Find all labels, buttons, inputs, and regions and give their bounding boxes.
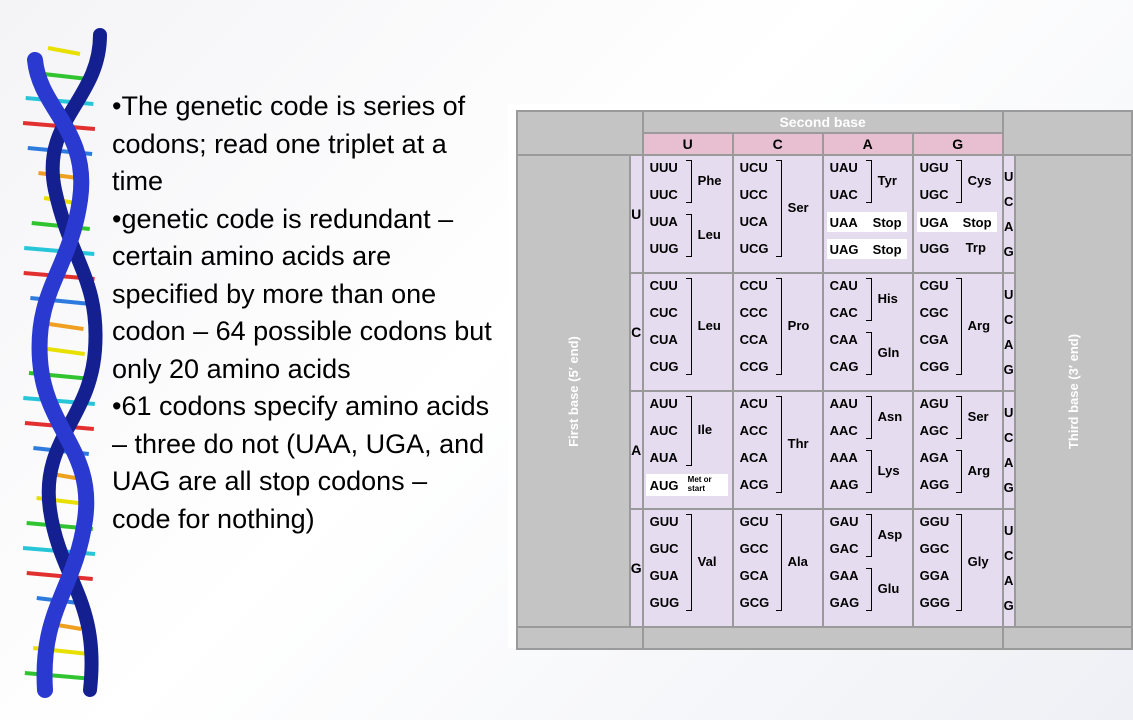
codon-label: CUC bbox=[649, 305, 678, 320]
codon-label: CCG bbox=[739, 359, 769, 374]
codon-cell-uu bbox=[643, 155, 733, 273]
codon-cell-cu bbox=[643, 273, 733, 391]
codon-label: UUA bbox=[649, 214, 678, 229]
codon-bracket bbox=[686, 396, 692, 466]
codon-label: CGC bbox=[919, 305, 949, 320]
helix-rung bbox=[27, 573, 93, 579]
codon-label: UCA bbox=[739, 214, 768, 229]
third-base-g: G bbox=[1003, 480, 1014, 495]
codon-label: CUU bbox=[649, 278, 678, 293]
codon-cell-au bbox=[643, 391, 733, 509]
codon-label: UAU bbox=[829, 160, 858, 175]
table-footer-left bbox=[517, 627, 643, 649]
codon-bracket bbox=[776, 396, 782, 493]
third-base-c: C bbox=[1004, 312, 1014, 327]
amino-acid-gly: Gly bbox=[967, 553, 989, 569]
codon-bracket bbox=[866, 514, 872, 557]
codon-label: AGA bbox=[919, 450, 949, 465]
codon-bracket bbox=[956, 450, 962, 493]
stop-codon-box bbox=[827, 212, 907, 232]
stop-codon-box bbox=[827, 239, 907, 259]
third-base-a: A bbox=[1004, 219, 1014, 234]
codon-bracket bbox=[866, 332, 872, 375]
helix-rung bbox=[48, 48, 80, 54]
codon-label: CAG bbox=[829, 359, 859, 374]
codon-label: AUA bbox=[649, 450, 678, 465]
met-label-line1: Met or bbox=[687, 475, 712, 484]
amino-acid-asp: Asp bbox=[877, 526, 903, 542]
codon-cell-gc bbox=[733, 509, 823, 627]
amino-acid-arg: Arg bbox=[967, 317, 991, 333]
codon-bracket bbox=[956, 514, 962, 611]
table-corner bbox=[517, 111, 643, 155]
codon-label: AUG bbox=[649, 478, 679, 493]
codon-label: UGA bbox=[919, 215, 949, 230]
codon-cell-ug bbox=[913, 155, 1003, 273]
codon-label: UGG bbox=[919, 241, 950, 256]
third-base-g: G bbox=[1003, 244, 1014, 259]
codon-label: GGA bbox=[919, 568, 950, 583]
amino-acid-leu: Leu bbox=[697, 226, 721, 242]
codon-label: AAC bbox=[829, 423, 858, 438]
first-base-u: U bbox=[630, 155, 643, 273]
first-base-g: G bbox=[630, 509, 643, 627]
met-start-label bbox=[688, 475, 712, 493]
codon-cell-cc bbox=[733, 273, 823, 391]
first-base-label bbox=[517, 155, 630, 627]
codon-cell-gg bbox=[913, 509, 1003, 627]
amino-acid-pro: Pro bbox=[787, 317, 810, 333]
codon-label: UAA bbox=[829, 215, 858, 230]
met-label-line2: start bbox=[687, 484, 705, 493]
table-footer bbox=[643, 627, 1003, 649]
codon-label: CCA bbox=[739, 332, 768, 347]
codon-bracket bbox=[776, 278, 782, 375]
codon-label: CAC bbox=[829, 305, 858, 320]
codon-cell-cg bbox=[913, 273, 1003, 391]
amino-acid-trp: Trp bbox=[965, 240, 986, 255]
amino-acid-asn: Asn bbox=[877, 408, 903, 424]
codon-label: GAG bbox=[829, 595, 860, 610]
codon-label: GGU bbox=[919, 514, 950, 529]
codon-label: AAG bbox=[829, 477, 859, 492]
bullet-codons-triplet: •The genetic code is series of codons; read one triplet at a time bbox=[112, 91, 466, 196]
codon-label: AUC bbox=[649, 423, 678, 438]
codon-label: GAA bbox=[829, 568, 859, 583]
codon-label: UAC bbox=[829, 187, 858, 202]
codon-label: GUA bbox=[649, 568, 679, 583]
bullet-code-redundant: •genetic code is redundant – certain amino acids are specified by more than one codon – 64 possible codons but only 20 amino acids bbox=[112, 203, 492, 384]
amino-acid-ser: Ser bbox=[787, 199, 809, 215]
codon-cell-ca bbox=[823, 273, 913, 391]
amino-acid-gln: Gln bbox=[877, 344, 900, 360]
third-base-c: C bbox=[1004, 548, 1014, 563]
codon-label: CUA bbox=[649, 332, 678, 347]
amino-acid-ala: Ala bbox=[787, 553, 808, 569]
codon-label: GUG bbox=[649, 595, 680, 610]
start-codon-box bbox=[646, 474, 728, 496]
third-base-u: U bbox=[1004, 287, 1014, 302]
third-base-label bbox=[1015, 155, 1132, 627]
second-base-g: G bbox=[913, 133, 1003, 155]
codon-label: AGC bbox=[919, 423, 949, 438]
third-base-u: U bbox=[1004, 169, 1014, 184]
codon-label: CGG bbox=[919, 359, 950, 374]
stop-label: Stop bbox=[872, 242, 902, 257]
amino-acid-tyr: Tyr bbox=[877, 172, 897, 188]
codon-cell-uc bbox=[733, 155, 823, 273]
codon-label: AAA bbox=[829, 450, 858, 465]
stop-label: Stop bbox=[872, 215, 902, 230]
table-corner-right bbox=[1003, 111, 1132, 155]
bullet-stop-codons: •61 codons specify amino acids – three do not (UAA, UGA, and UAG are all stop codons – code for nothing) bbox=[112, 391, 490, 534]
bullet-list bbox=[112, 88, 492, 538]
amino-acid-glu: Glu bbox=[877, 580, 900, 596]
third-base-c: C bbox=[1004, 430, 1014, 445]
codon-bracket bbox=[686, 214, 692, 257]
codon-label: ACG bbox=[739, 477, 769, 492]
codon-cell-gu bbox=[643, 509, 733, 627]
codon-bracket bbox=[776, 514, 782, 611]
codon-bracket bbox=[776, 160, 782, 257]
codon-cell-ac bbox=[733, 391, 823, 509]
codon-bracket bbox=[686, 514, 692, 611]
third-base-a: A bbox=[1004, 455, 1014, 470]
codon-bracket bbox=[686, 160, 692, 203]
codon-bracket bbox=[866, 568, 872, 611]
third-base-a: A bbox=[1004, 337, 1014, 352]
codon-label: GCU bbox=[739, 514, 769, 529]
codon-label: GGC bbox=[919, 541, 950, 556]
second-base-a: A bbox=[823, 133, 913, 155]
codon-label: ACC bbox=[739, 423, 768, 438]
second-base-header: Second base bbox=[643, 111, 1003, 133]
codon-cell-ua bbox=[823, 155, 913, 273]
third-base-label-text: Third base (3′ end) bbox=[1065, 333, 1081, 449]
codon-bracket bbox=[866, 278, 872, 321]
second-base-c: C bbox=[733, 133, 823, 155]
amino-acid-phe: Phe bbox=[697, 172, 722, 188]
third-base-column bbox=[1003, 391, 1015, 509]
codon-label: AUU bbox=[649, 396, 678, 411]
stop-label: Stop bbox=[962, 215, 992, 230]
codon-bracket bbox=[956, 160, 962, 203]
codon-label: CGU bbox=[919, 278, 949, 293]
helix-rung bbox=[25, 673, 94, 679]
codon-label: UGU bbox=[919, 160, 949, 175]
codon-bracket bbox=[686, 278, 692, 375]
codon-label: CCU bbox=[739, 278, 768, 293]
dna-helix-image bbox=[0, 0, 110, 720]
second-base-u: U bbox=[643, 133, 733, 155]
codon-label: ACA bbox=[739, 450, 768, 465]
codon-label: AGG bbox=[919, 477, 950, 492]
codon-table-figure bbox=[508, 104, 1081, 648]
codon-bracket bbox=[866, 160, 872, 203]
codon-label: GUU bbox=[649, 514, 679, 529]
codon-cell-ag bbox=[913, 391, 1003, 509]
codon-label: CUG bbox=[649, 359, 679, 374]
codon-label: AGU bbox=[919, 396, 949, 411]
codon-cell-ga bbox=[823, 509, 913, 627]
codon-label: GAC bbox=[829, 541, 859, 556]
amino-acid-arg: Arg bbox=[967, 462, 991, 478]
codon-bracket bbox=[956, 278, 962, 375]
third-base-g: G bbox=[1003, 362, 1014, 377]
codon-label: GGG bbox=[919, 595, 950, 610]
codon-bracket bbox=[866, 396, 872, 439]
third-base-u: U bbox=[1004, 523, 1014, 538]
codon-label: GCG bbox=[739, 595, 770, 610]
codon-label: GAU bbox=[829, 514, 859, 529]
table-footer-right bbox=[1003, 627, 1132, 649]
first-base-a: A bbox=[630, 391, 643, 509]
amino-acid-lys: Lys bbox=[877, 462, 900, 478]
amino-acid-cys: Cys bbox=[967, 172, 992, 188]
codon-label: CGA bbox=[919, 332, 949, 347]
codon-table bbox=[516, 110, 1133, 650]
first-base-c: C bbox=[630, 273, 643, 391]
third-base-column bbox=[1003, 509, 1015, 627]
codon-label: CAA bbox=[829, 332, 858, 347]
first-base-label-text: First base (5′ end) bbox=[565, 335, 581, 447]
third-base-g: G bbox=[1003, 598, 1014, 613]
codon-label: UGC bbox=[919, 187, 949, 202]
third-base-u: U bbox=[1004, 405, 1014, 420]
codon-label: UUG bbox=[649, 241, 679, 256]
amino-acid-val: Val bbox=[697, 553, 717, 569]
codon-label: UCU bbox=[739, 160, 768, 175]
codon-label: CAU bbox=[829, 278, 858, 293]
codon-label: UUC bbox=[649, 187, 678, 202]
codon-label: GCA bbox=[739, 568, 769, 583]
amino-acid-thr: Thr bbox=[787, 435, 809, 451]
codon-bracket bbox=[956, 396, 962, 439]
amino-acid-his: His bbox=[877, 290, 898, 306]
stop-codon-box bbox=[917, 212, 997, 232]
third-base-column bbox=[1003, 273, 1015, 391]
codon-label: GCC bbox=[739, 541, 769, 556]
third-base-column bbox=[1003, 155, 1015, 273]
amino-acid-ser: Ser bbox=[967, 408, 989, 424]
amino-acid-leu: Leu bbox=[697, 317, 721, 333]
codon-label: CCC bbox=[739, 305, 768, 320]
codon-cell-aa bbox=[823, 391, 913, 509]
codon-bracket bbox=[866, 450, 872, 493]
codon-label: UCG bbox=[739, 241, 769, 256]
codon-label: UCC bbox=[739, 187, 768, 202]
third-base-c: C bbox=[1004, 194, 1014, 209]
codon-label: ACU bbox=[739, 396, 768, 411]
codon-label: UAG bbox=[829, 242, 859, 257]
codon-label: GUC bbox=[649, 541, 679, 556]
codon-label: AAU bbox=[829, 396, 858, 411]
codon-label: UUU bbox=[649, 160, 678, 175]
third-base-a: A bbox=[1004, 573, 1014, 588]
amino-acid-ile: Ile bbox=[697, 422, 713, 437]
